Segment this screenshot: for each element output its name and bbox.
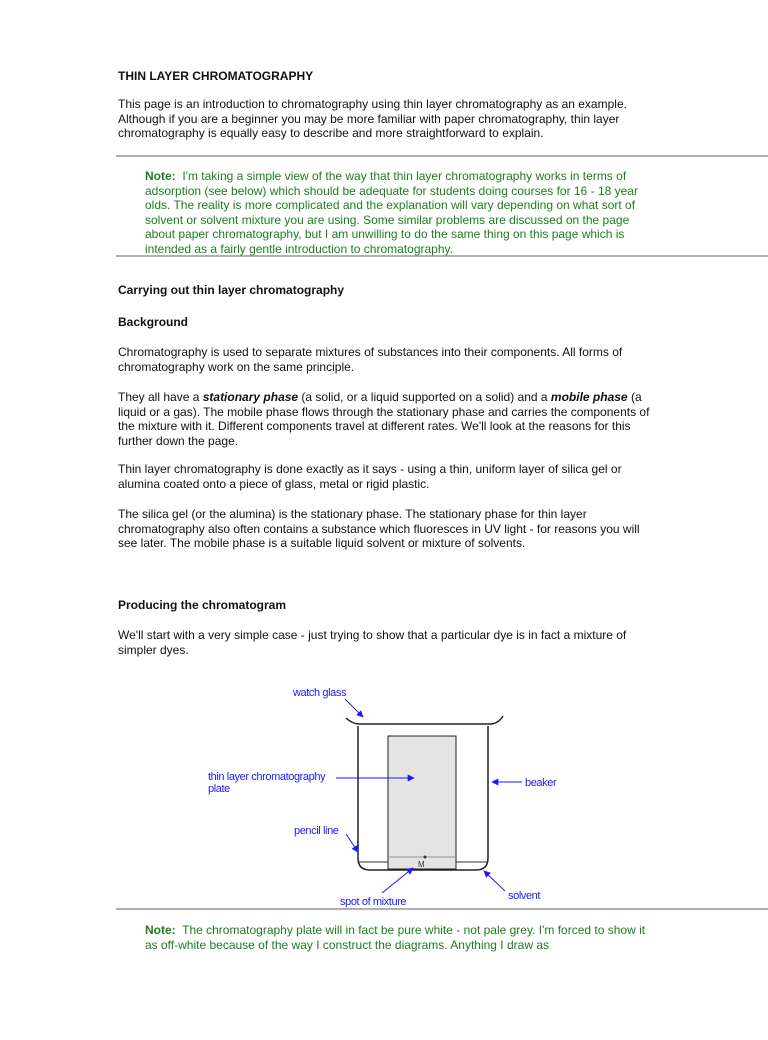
- subheading-background: Background: [118, 315, 189, 329]
- note-1-label: Note:: [145, 169, 176, 183]
- label-spot-of-mixture: spot of mixture: [340, 896, 407, 908]
- intro-paragraph: This page is an introduction to chromatography using thin layer chromatography as an example. Although if you are a beginner you may be more familiar with paper chromatography, thin layer chromatography is equally easy to describe and more straightforward to explain.: [118, 97, 627, 140]
- paragraph-simple-case: We'll start with a very simple case - just trying to show that a particular dye is in fact a mixture of simpler dyes.: [118, 628, 627, 657]
- label-plate-line-2: plate: [208, 783, 230, 795]
- page-title: THIN LAYER CHROMATOGRAPHY: [118, 69, 314, 83]
- paragraph-phases: [118, 390, 654, 448]
- label-pencil-line: pencil line: [294, 825, 339, 837]
- arrow-spot: [382, 868, 413, 893]
- section-heading-producing: Producing the chromatogram: [118, 598, 287, 612]
- para2-part-c: (a solid, or a liquid supported on a solid) and a: [298, 390, 551, 404]
- term-stationary-phase: stationary phase: [202, 390, 299, 404]
- paragraph-chromatography-intro: Chromatography is used to separate mixtures of substances into their components. All forms of chromatography work on the same principle.: [118, 345, 623, 374]
- chromatography-apparatus-diagram: [200, 680, 560, 910]
- watch-glass-shape: [346, 716, 503, 724]
- note-2-text: [116, 923, 655, 952]
- label-plate-line-1: thin layer chromatography: [208, 771, 326, 783]
- arrow-watch-glass: [345, 699, 363, 717]
- para2-part-e: (a liquid or a gas). The mobile phase flows through the stationary phase and carries the components of the mixture with it. Different components travel at different rates. We'll look at the reasons for this further down the page.: [118, 390, 650, 448]
- paragraph-silica-gel: The silica gel (or the alumina) is the stationary phase. The stationary phase for thin layer chromatography also often contains a substance which fluoresces in UV light - for reasons you will see later. The mobile phase is a suitable liquid solvent or mixture of solvents.: [118, 507, 640, 550]
- note-2-label: Note:: [145, 923, 176, 937]
- note-2-body: The chromatography plate will in fact be pure white - not pale grey. I'm forced to show it as off-white because of the way I construct the diagrams. Anything I draw as: [145, 923, 646, 952]
- arrow-pencil-line: [346, 834, 358, 852]
- arrow-solvent: [484, 871, 505, 891]
- term-mobile-phase: mobile phase: [550, 390, 628, 404]
- label-solvent: solvent: [508, 890, 541, 902]
- note-1-body: I'm taking a simple view of the way that thin layer chromatography works in terms of adsorption (see below) which should be adequate for students doing courses for 16 - 18 year olds. The reality is more complicated and the explanation will vary depending on what sort of solvent or solvent mixture you are using. Some similar problems are discussed on the page about paper chromatography, but I am unwilling to do the same thing on this page which is intended as a fairly gentle introduction to chromatography.: [145, 169, 638, 256]
- note-box-1: [116, 155, 768, 257]
- label-beaker: beaker: [525, 777, 557, 789]
- note-1-text: [116, 169, 655, 256]
- para2-part-a: They all have a: [118, 390, 203, 404]
- tlc-plate: [388, 736, 456, 869]
- label-watch-glass: watch glass: [293, 687, 347, 699]
- note-box-2: [116, 908, 768, 1040]
- mixture-spot: [424, 856, 427, 859]
- paragraph-thin-layer: Thin layer chromatography is done exactly as it says - using a thin, uniform layer of silica gel or alumina coated onto a piece of glass, metal or rigid plastic.: [118, 462, 622, 491]
- section-heading-carrying-out: Carrying out thin layer chromatography: [118, 283, 345, 297]
- spot-marker: M: [418, 860, 425, 869]
